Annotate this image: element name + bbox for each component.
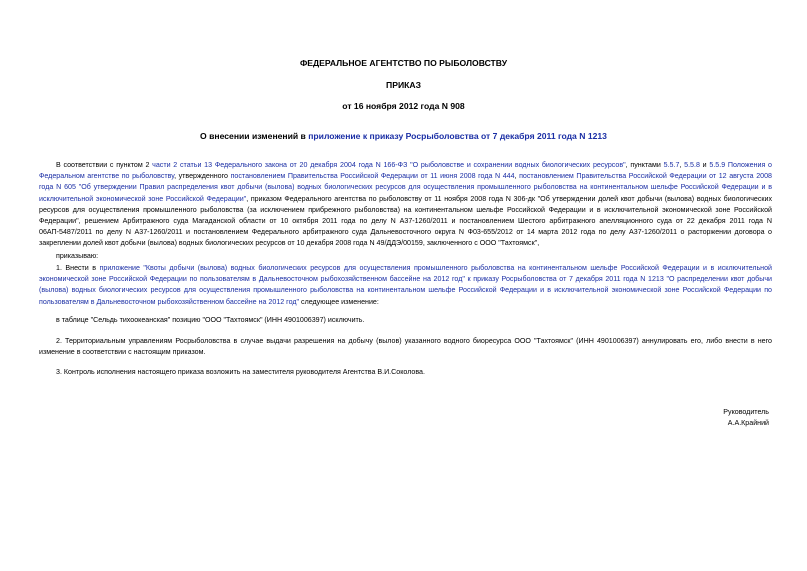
preamble-text-5: , утвержденного — [174, 172, 231, 181]
doc-type-title: ПРИКАЗ — [386, 80, 421, 90]
item-1-paragraph — [39, 263, 772, 308]
regulation-link[interactable]: 5.5.9 Положения о Федеральном агентстве по рыболовству — [39, 161, 773, 181]
signature-name: А.А.Крайний — [727, 419, 769, 427]
clause-5-5-7-link[interactable]: 5.5.7 — [663, 161, 680, 169]
preamble-text-3: , — [679, 161, 685, 169]
preamble-text-6: , — [514, 172, 520, 181]
agency-title: ФЕДЕРАЛЬНОЕ АГЕНТСТВО ПО РЫБОЛОВСТВУ — [299, 58, 508, 68]
item-1-text-1: 1. Внести в — [56, 264, 100, 272]
order-word: приказываю: — [56, 252, 99, 260]
clause-5-5-8-link[interactable]: 5.5.8 — [684, 161, 700, 169]
resolution-605-link[interactable]: постановлением Правительства Российской Федерации от 12 августа 2008 года N 605 "Об утверждении Правил распределения квот добычи (вылова) водных биологических ресурсов для осуществления промышленного рыболовства на континентальном шельфе Российской Федерации и в исключительной экономической зоне Российской Федерации" — [39, 172, 772, 203]
item-1-text-2: следующее изменение: — [299, 297, 379, 306]
preamble-text-7: , приказом Федерального агентства по рыболовству от 11 ноября 2008 года N 306-дк "Об утверждении долей квот добычи (вылова) водных биологических ресурсов для осуществления промышленного рыболовства (за исключением прибрежного рыболовства) на континентальном шельфе Российской Федерации и в исключительной экономической зоне Российской Федерации", решением Арбитражного суда Магаданской области от 10 октября 2011 года по делу N А37-1260/2011 и постановлением Шестого арбитражного апелляционного суда от 22 декабря 2011 года N 06АП-5487/2011 по делу N А37-1260/2011 и постановлением Федерального арбитражного суда Дальневосточного округа N Ф03-655/2012 от 14 марта 2012 года по делу А37-1260/2011 о расторжении договора о закреплении долей квот добычи (вылова) водных биологических ресурсов от 10 декабря 2008 года N 49/ДДЭ/00159, заключенного с ООО "Тахтоямск", — [39, 194, 772, 248]
preamble-text-2: , пунктами — [625, 161, 664, 169]
preamble-paragraph — [39, 160, 772, 250]
signature-title: Руководитель — [723, 408, 769, 416]
preamble-text-1: В соответствии с пунктом 2 — [56, 161, 153, 169]
subject-link[interactable]: приложение к приказу Росрыболовства от 7 декабря 2011 года N 1213 — [308, 131, 607, 141]
order-date-number: от 16 ноября 2012 года N 908 — [342, 101, 465, 111]
subject-prefix: О внесении изменений в — [200, 131, 309, 141]
resolution-444-link[interactable]: постановлением Правительства Российской Федерации от 11 июня 2008 года N 444 — [230, 172, 515, 181]
order-subject — [0, 131, 807, 141]
appendix-link[interactable]: приложение "Квоты добычи (вылова) водных биологических ресурсов для осуществления промышленного рыболовства на континентальном шельфе Российской Федерации и в исключительной экономической зоне Российской Федерации по пользователям в Дальневосточном рыбохозяйственном бассейне на 2012 год" к приказу Росрыболовства от 7 декабря 2011 года N 1213 "О распределении квот добычи (вылова) водных биологических ресурсов для осуществления промышленного рыболовства на континентальном шельфе Российской Федерации и в исключительной экономической зоне Российской Федерации по пользователям в Дальневосточном рыбохозяйственном бассейне на 2012 год" — [39, 264, 772, 306]
law-link[interactable]: части 2 статьи 13 Федерального закона от 20 декабря 2004 года N 166-ФЗ "О рыболовстве и сохранении водных биологических ресурсов" — [152, 161, 626, 169]
item-1-change: в таблице "Сельдь тихоокеанская" позицию "ООО "Тахтоямск" (ИНН 4901006397) исключить. — [56, 316, 365, 324]
signature-block — [723, 407, 769, 429]
preamble-text-4: и — [699, 161, 710, 169]
item-3-paragraph: 3. Контроль исполнения настоящего приказа возложить на заместителя руководителя Агентства В.И.Соколова. — [56, 368, 425, 376]
item-2-paragraph: 2. Территориальным управлениям Росрыболовства в случае выдачи разрешения на добычу (вылов) указанного водного биоресурса ООО "Тахтоямск" (ИНН 4901006397) аннулировать его, либо внести в него изменение в соответствии с настоящим приказом. — [39, 337, 772, 357]
